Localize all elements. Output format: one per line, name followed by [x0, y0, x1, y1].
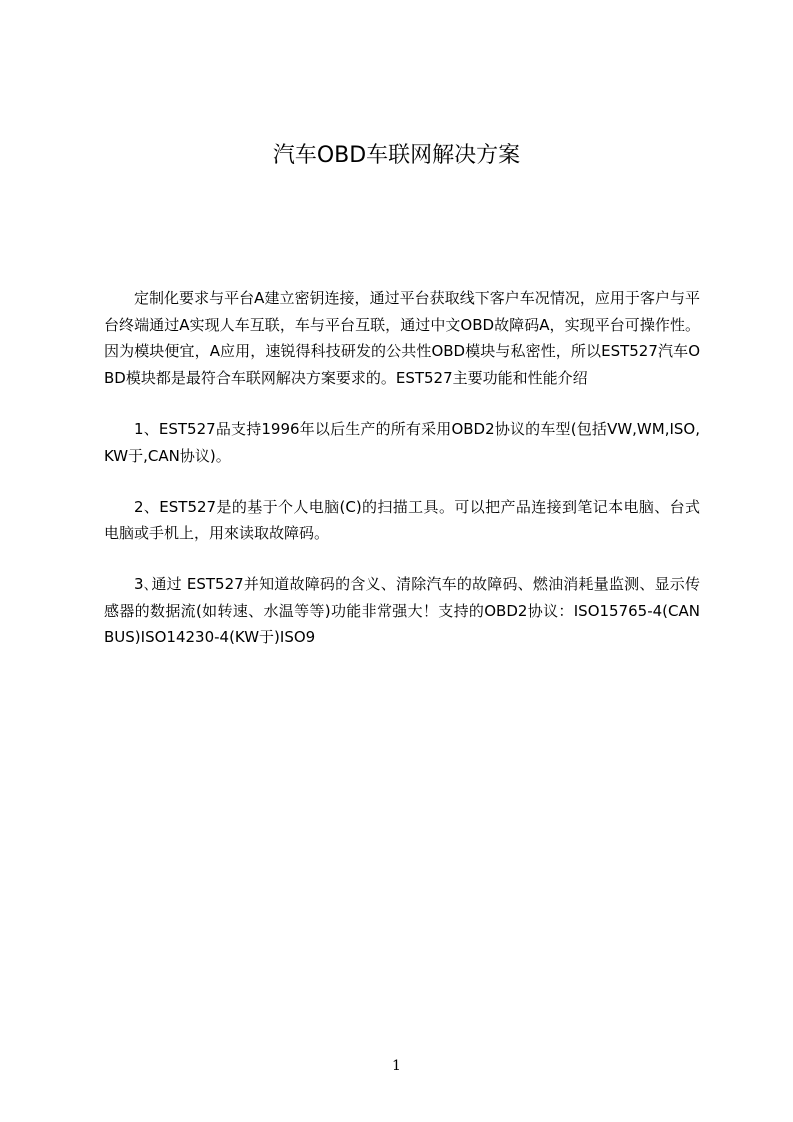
feature-paragraph-1: 1、EST527品支持1996年以后生产的所有采用OBD2协议的车型(包括VW,WM,ISO,KW于,CAN协议)。	[104, 420, 700, 465]
feature-paragraph-2: 2、EST527是的基于个人电脑(C)的扫描工具。可以把产品连接到笔记本电脑、台式电脑或手机上，用來读取故障码。	[104, 497, 700, 542]
page-number: 1	[392, 1058, 401, 1074]
feature-paragraph-3: 3､通过 EST527并知道故障码的含义、清除汽车的故障码、燃油消耗量监测、显示传感器的数据流(如转速、水温等等)功能非常强大！支持的OBD2协议：ISO15765-4(CANBUS)ISO14230-4(KW于)ISO9	[104, 575, 700, 646]
document-body	[104, 285, 700, 651]
document-title: 汽车OBD车联网解决方案	[272, 143, 521, 168]
intro-paragraph: 定制化要求与平台A建立密钥连接，通过平台获取线下客户车况情况，应用于客户与平台终端通过A实现人车互联，车与平台互联，通过中文OBD故障码A，实现平台可操作性。因为模块便宜，A应用，速锐得科技研发的公共性OBD模块与私密性，所以EST527汽车OBD模块都是最符合车联网解决方案要求的。EST527主要功能和性能介绍	[104, 289, 700, 387]
